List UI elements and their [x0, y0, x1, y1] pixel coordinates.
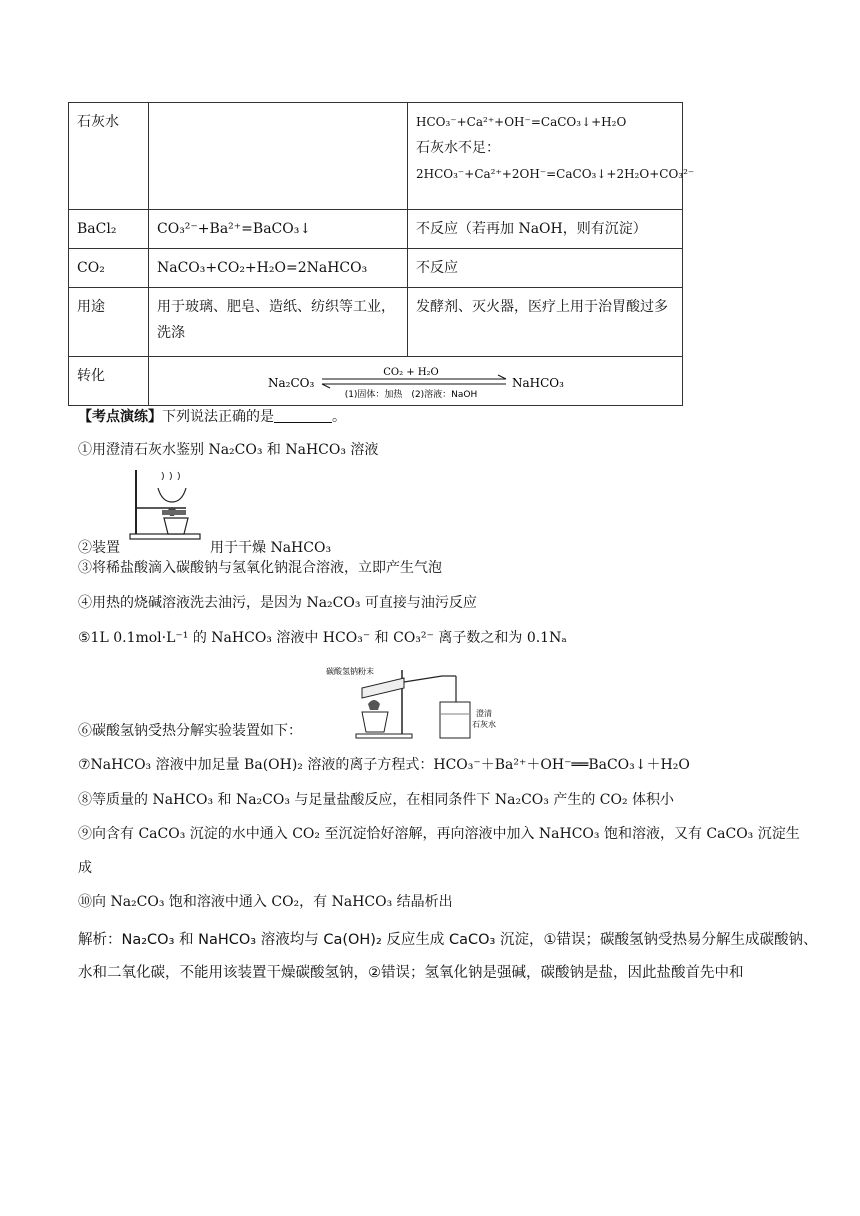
conv-above: CO₂ + H₂O: [382, 367, 439, 378]
item-6: ⑥碳酸氢钠受热分解实验装置如下：: [78, 723, 302, 739]
conversion-cell: [149, 357, 683, 406]
answer-blank: [274, 408, 332, 423]
limewater-label-1: 澄清: [476, 709, 492, 718]
na2co3-cell: 用于玻璃、肥皂、造纸、纺织等工业，洗涤: [149, 288, 408, 357]
table-row: [69, 210, 683, 249]
nahco3-cell: 不反应（若再加 NaOH，则有沉淀）: [408, 210, 683, 249]
row-label: 用途: [69, 288, 149, 357]
item-3: ③将稀盐酸滴入碳酸钠与氢氧化钠混合溶液，立即产生气泡: [78, 560, 442, 576]
item-9: ⑨向含有 CaCO₃ 沉淀的水中通入 CO₂ 至沉淀恰好溶解，再向溶液中加入 NaHCO₃ 饱和溶液，又有 CaCO₃ 沉淀生: [78, 826, 800, 842]
decomposition-apparatus-figure: [322, 664, 506, 742]
row-label: 转化: [69, 357, 149, 406]
conv-below: (1)固体：加热 (2)溶液：NaOH: [344, 390, 477, 399]
table-row: [69, 249, 683, 288]
row-label: CO₂: [69, 249, 149, 288]
conv-left: Na₂CO₃: [267, 376, 314, 390]
nahco3-cell: 不反应: [408, 249, 683, 288]
na2co3-cell: [149, 103, 408, 210]
heating-apparatus-figure: [128, 466, 212, 542]
table-row: [69, 103, 683, 210]
row-label: BaCl₂: [69, 210, 149, 249]
table-row: [69, 357, 683, 406]
na2co3-cell: NaCO₃+CO₂+H₂O=2NaHCO₃: [149, 249, 408, 288]
conversion-diagram: [266, 365, 566, 399]
item-9-cont: 成: [78, 860, 92, 876]
analysis-line: 水和二氧化碳，不能用该装置干燥碳酸氢钠，②错误；氢氧化钠是强碱，碳酸钠是盐，因此盐酸首先中和: [78, 965, 744, 981]
exercise-prompt: 【考点演练】下列说法正确的是 。: [78, 409, 346, 425]
conv-right: NaHCO₃: [511, 376, 564, 390]
item-2: ②装置 用于干燥 NaHCO₃: [78, 540, 332, 556]
item-8: ⑧等质量的 NaHCO₃ 和 Na₂CO₃ 与足量盐酸反应，在相同条件下 Na₂CO₃ 产生的 CO₂ 体积小: [78, 792, 675, 808]
row-label: 石灰水: [69, 103, 149, 210]
limewater-label-2: 石灰水: [472, 720, 496, 729]
item-5: ⑤1L 0.1mol·L⁻¹ 的 NaHCO₃ 溶液中 HCO₃⁻ 和 CO₃²⁻ 离子数之和为 0.1Nₐ: [78, 630, 567, 646]
comparison-table: [68, 102, 695, 406]
exercise-tag: 【考点演练】: [78, 409, 162, 425]
equation-line: 石灰水不足：: [416, 140, 500, 156]
nahco3-cell: [408, 103, 695, 210]
equation-line: HCO₃⁻+Ca²⁺+OH⁻=CaCO₃↓+H₂O: [416, 115, 627, 129]
item-1: ①用澄清石灰水鉴别 Na₂CO₃ 和 NaHCO₃ 溶液: [78, 442, 379, 458]
powder-label: 碳酸氢钠粉末: [326, 667, 374, 676]
na2co3-cell: CO₃²⁻+Ba²⁺=BaCO₃↓: [149, 210, 408, 249]
analysis-line: 解析：Na₂CO₃ 和 NaHCO₃ 溶液均与 Ca(OH)₂ 反应生成 CaCO₃ 沉淀，①错误；碳酸氢钠受热易分解生成碳酸钠、: [78, 932, 818, 948]
nahco3-cell: 发酵剂、灭火器，医疗上用于治胃酸过多: [408, 288, 683, 357]
equation-line: 2HCO₃⁻+Ca²⁺+2OH⁻=CaCO₃↓+2H₂O+CO₃²⁻: [416, 167, 695, 181]
table-row: [69, 288, 683, 357]
item-7: ⑦NaHCO₃ 溶液中加足量 Ba(OH)₂ 溶液的离子方程式：HCO₃⁻＋Ba²⁺＋OH⁻══BaCO₃↓＋H₂O: [78, 757, 690, 773]
item-10: ⑩向 Na₂CO₃ 饱和溶液中通入 CO₂，有 NaHCO₃ 结晶析出: [78, 894, 453, 910]
item-4: ④用热的烧碱溶液洗去油污，是因为 Na₂CO₃ 可直接与油污反应: [78, 595, 477, 611]
